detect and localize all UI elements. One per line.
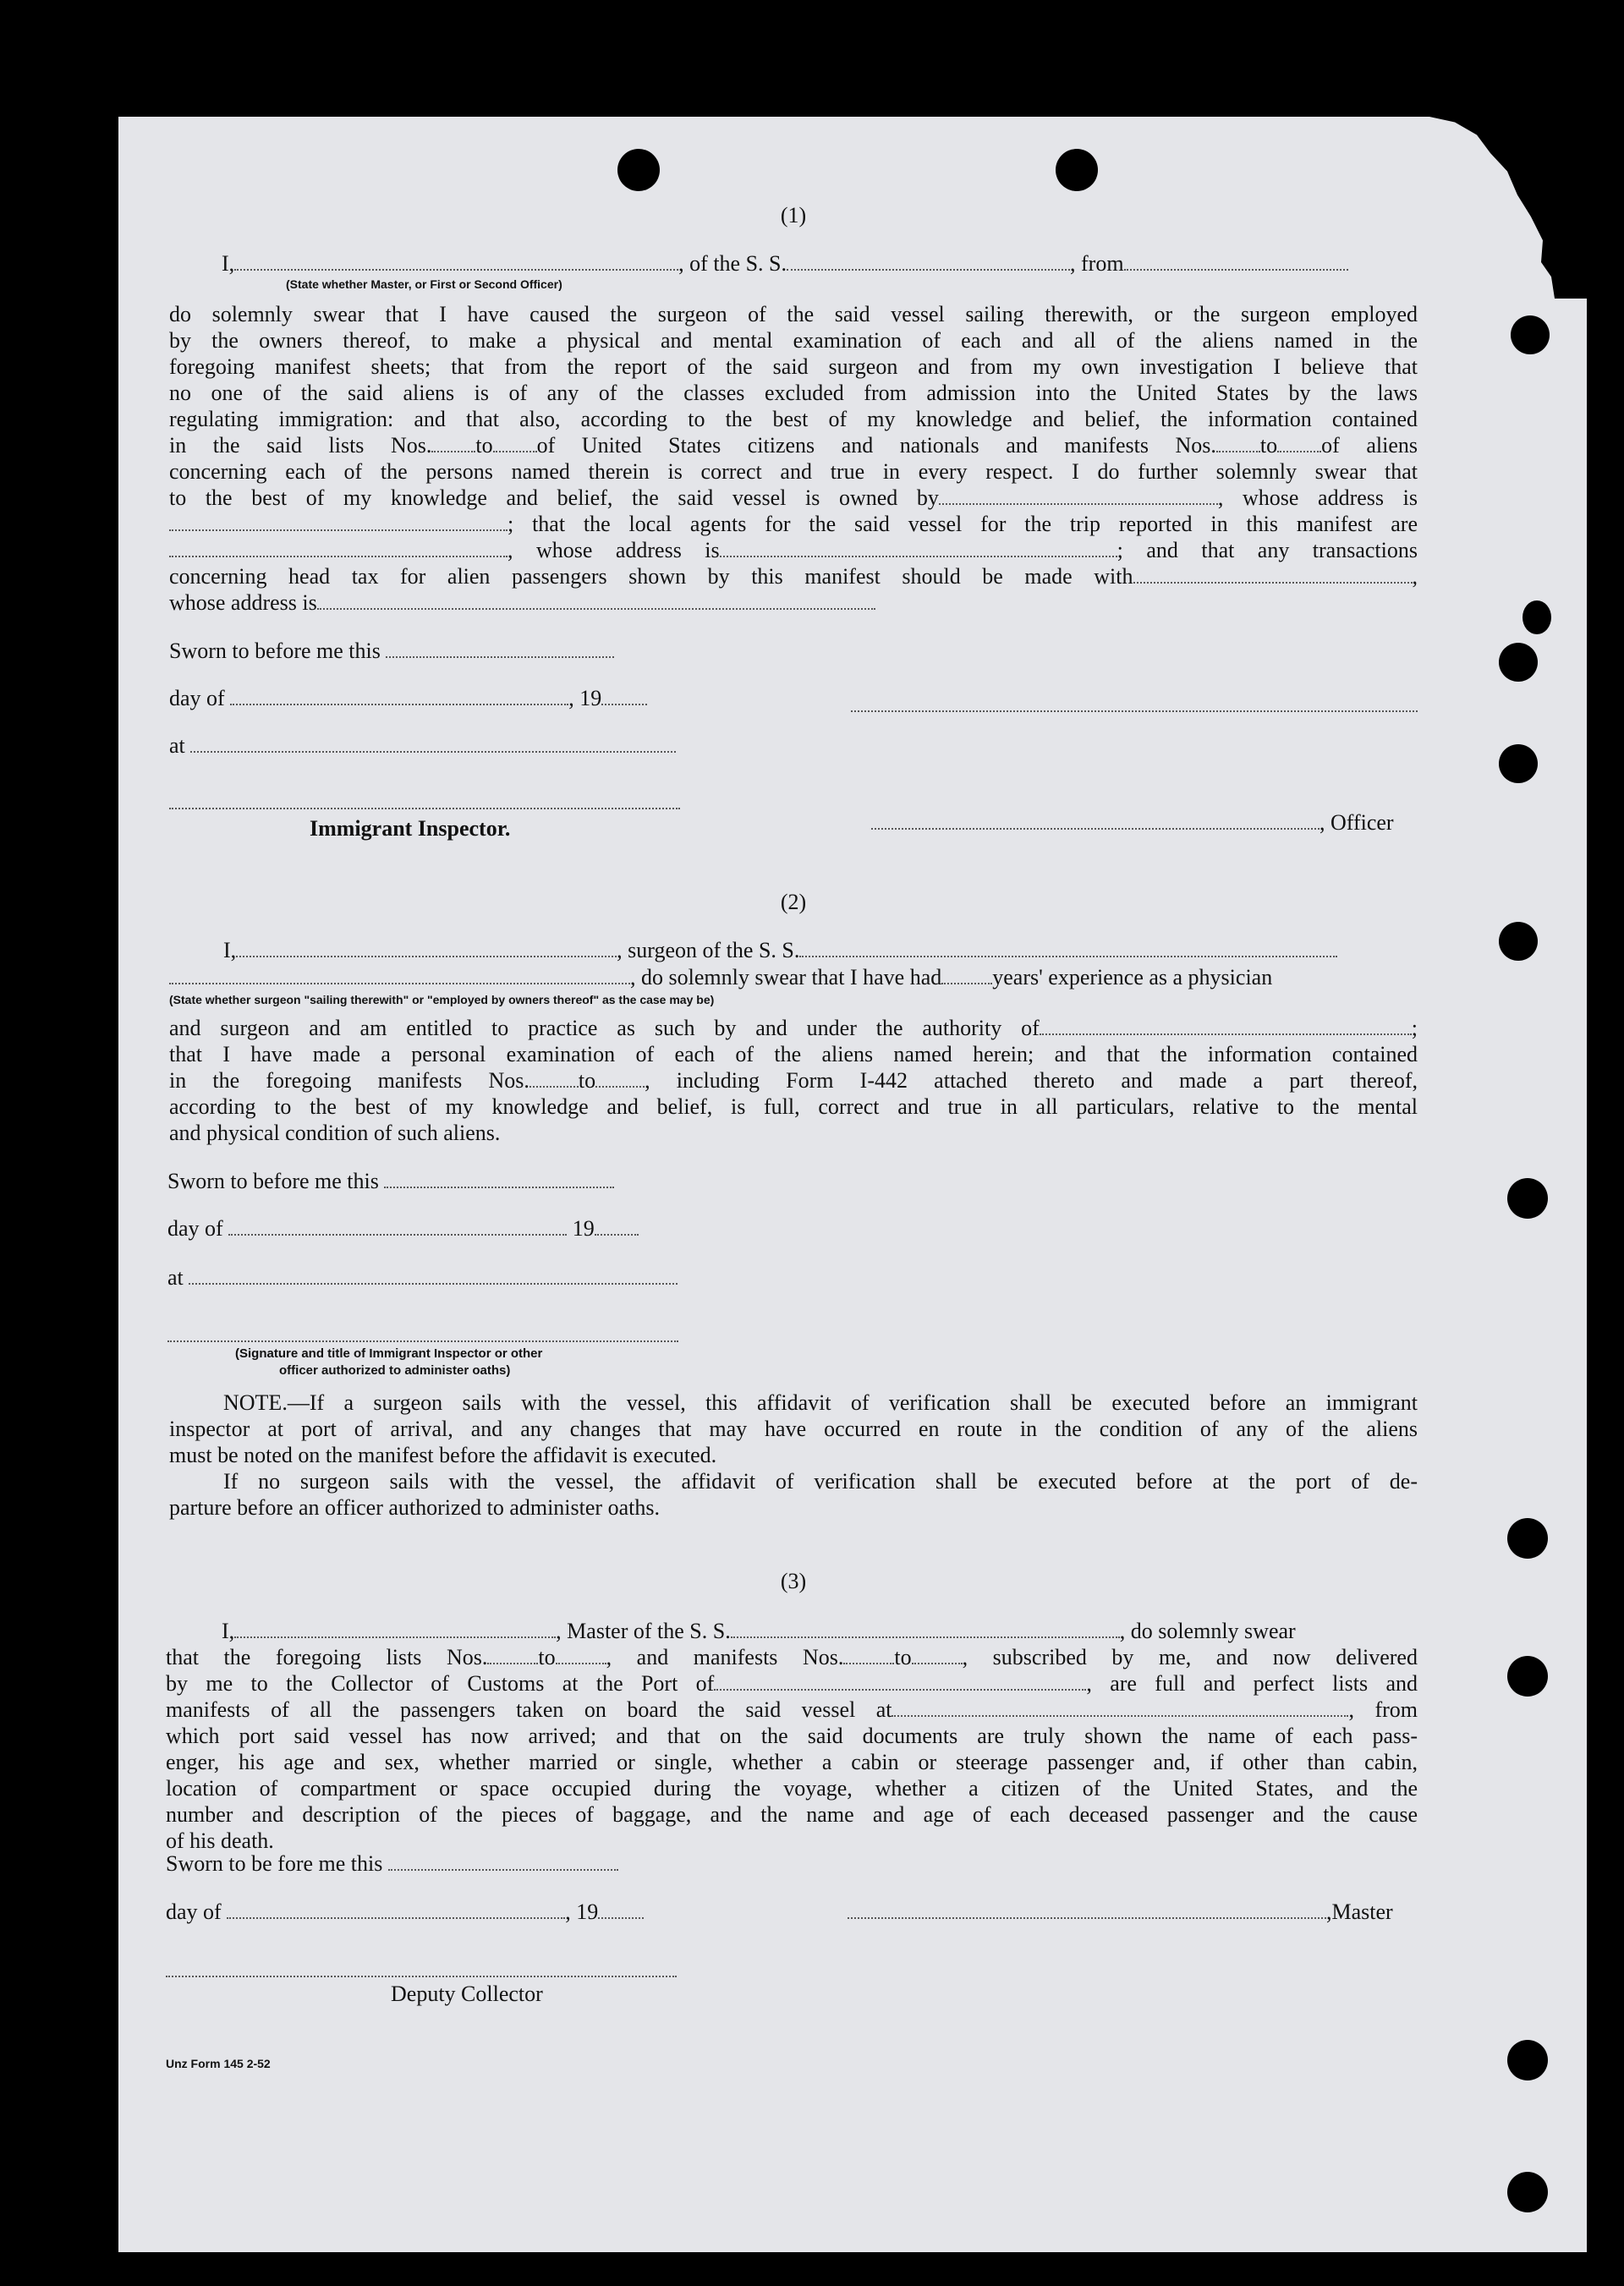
s2-note: NOTE.—If a surgeon sails with the vessel, this affidavit of verification shall be executed before an immigrant inspector at port of arrival, and any changes that may have occurred en route in the condition of any of the aliens must be noted on the manifest before the affidavit is executed. If no surgeon sails with the vessel, the affidavit of verification shall be executed before at the port of de- parture before an officer authorized to administer oaths.: [169, 1390, 1418, 1520]
s3-body: that the foregoing lists Nos. to , and manifests Nos. to , subscribed by me, and now delivered by me to the Collector of Customs at the Port of , are full and perfect lists and manifests of all the passengers taken on board the said vessel at , from which port said vessel has now arrived; and that on the said documents are truly shown the name of each pass- enger, his age and sex, whether married or single, whether a cabin or steerage passenger and, if other than cabin, location of compartment or space occupied during the voyage, whether a citizen of the United States, and the number and description of the pieces of baggage, and the name and age of each deceased passenger and the cause of his death.: [166, 1645, 1418, 1853]
s2-signature-caption-1: (Signature and title of Immigrant Inspector or other: [235, 1346, 543, 1361]
s1-inspector-line: [169, 808, 680, 809]
s3-sworn: Sworn to be fore me this: [166, 1850, 618, 1877]
punch-hole: [1511, 315, 1550, 354]
s1-at: at: [169, 732, 676, 759]
s2-at: at: [167, 1264, 678, 1291]
s3-first-line: I, , Master of the S. S. , do solemnly swear: [222, 1619, 1296, 1643]
punch-hole: [1056, 149, 1098, 191]
s2-signature-caption-2: officer authorized to administer oaths): [279, 1363, 511, 1378]
s2-second-line: , do solemnly swear that I have had years' experience as a physician: [169, 964, 1272, 990]
punch-hole: [1507, 1656, 1548, 1697]
punch-hole: [1507, 1518, 1548, 1559]
s1-officer: , Officer: [871, 809, 1394, 836]
punch-hole: [1499, 643, 1538, 682]
s3-master: ,Master: [848, 1899, 1393, 1925]
punch-hole: [1522, 600, 1551, 634]
punch-hole: [1499, 922, 1538, 961]
s2-day-of: day of 19: [167, 1215, 639, 1242]
punch-hole: [1507, 2172, 1548, 2212]
s2-body: and surgeon and am entitled to practice as such by and under the authority of ; that I have made a personal examination of each of the aliens named herein; and that the information contained in the foregoing manifests Nos. to , including Form I-442 attached thereto and made a part thereof, according to the best of my knowledge and belief, is full, correct and true in all particulars, relative to the mental and physical condition of such aliens.: [169, 1016, 1418, 1145]
tick-mark: [1529, 17, 1533, 32]
section-3-heading: (3): [780, 1569, 807, 1593]
officer-note: (State whether Master, or First or Second Officer): [286, 277, 562, 291]
punch-hole: [617, 149, 660, 191]
s1-body: do solemnly swear that I have caused the surgeon of the said vessel sailing therewith, or the surgeon employed by the owners thereof, to make a physical and mental examination of each and all of the aliens named in the foregoing manifest sheets; that from the report of the said surgeon and from my own investigation I believe that no one of the said aliens is of any of the classes excluded from admission into the United States by the laws regulating immigration: and that also, according to the best of my knowledge and belief, the information contained in the said lists Nos. to of United States citizens and nationals and manifests Nos. to of aliens concerning each of the persons named therein is correct and true in every respect. I do further solemnly swear that to the best of my knowledge and belief, the said vessel is owned by , whose address is ; that the local agents for the said vessel for the trip reported in this manifest are , whose address is ; and that any transactions concerning head tax for alien passengers shown by this manifest should be made with , whose address is: [169, 302, 1418, 615]
s1-signature-line: [851, 710, 1418, 712]
surgeon-note: (State whether surgeon "sailing therewith" or "employed by owners thereof" as the case may be): [169, 993, 715, 1006]
s1-first-line: I, , of the S. S. , from: [222, 250, 1348, 277]
section-2-heading: (2): [780, 890, 807, 914]
form-number: Unz Form 145 2-52: [166, 2057, 271, 2070]
punch-hole: [1499, 744, 1538, 783]
s1-sworn: Sworn to before me this: [169, 638, 614, 664]
s3-collector-line: [166, 1976, 677, 1977]
s2-sworn: Sworn to before me this: [167, 1168, 614, 1194]
s2-signature-line: [167, 1340, 678, 1342]
s1-inspector-label: Immigrant Inspector.: [310, 816, 511, 841]
s3-day-of: day of , 19: [166, 1899, 644, 1925]
s2-first-line: I, , surgeon of the S. S.: [223, 937, 1337, 963]
punch-hole: [1507, 1178, 1548, 1219]
punch-hole: [1507, 2040, 1548, 2080]
s3-deputy-label: Deputy Collector: [391, 1982, 543, 2006]
s1-day-of: day of , 19: [169, 685, 647, 711]
section-1-heading: (1): [780, 203, 807, 228]
